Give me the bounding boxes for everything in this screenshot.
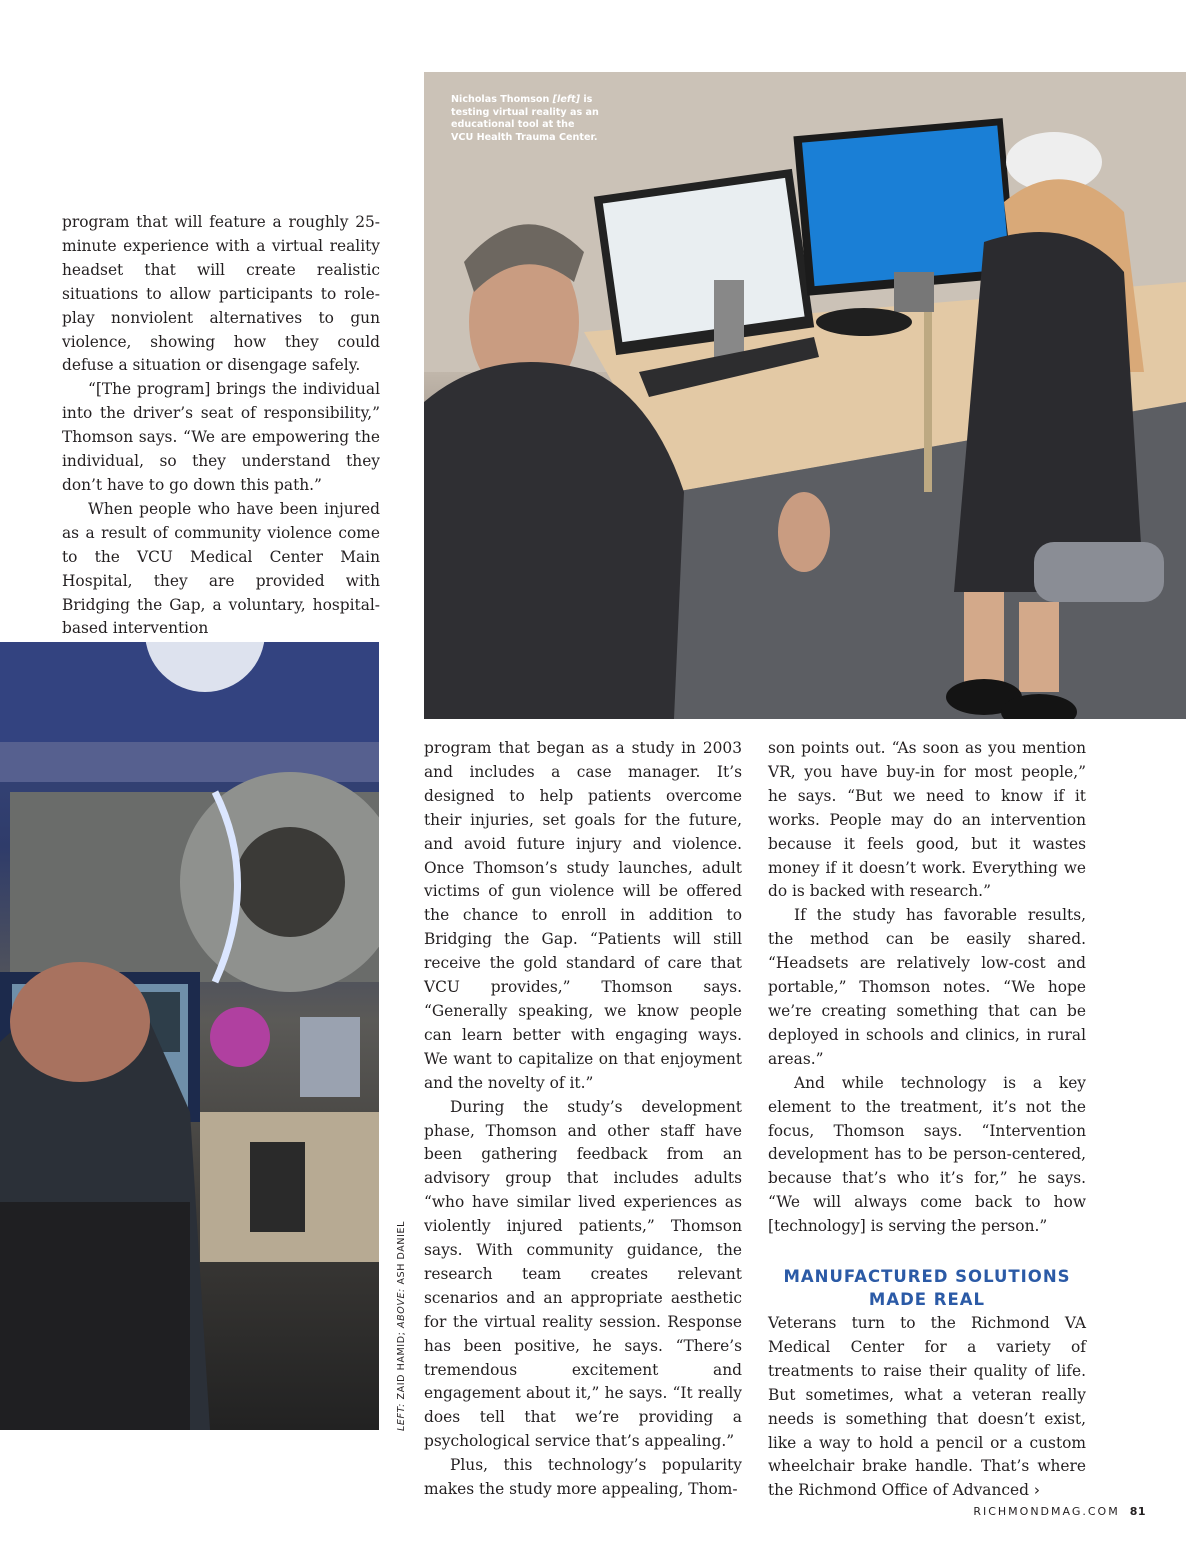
paragraph: During the study’s development phase, Thomson and other staff have been gathering feedback from an advisory group that includes adults “who have similar lived experiences as violently injured patients,” Thomson says. With community guidance, the research team creates relevant scenarios and an appropriate aesthetic for the virtual reality session. Response has been positive, he says. “There’s tremendous excitement and engagement about it,” he says. “It really does tell that we’re providing a psychological service that’s appealing.” (424, 1097, 742, 1451)
paragraph: Plus, this technology’s popularity makes the study more appealing, Thom- (424, 1456, 742, 1499)
section-heading-line: MADE REAL (868, 1290, 986, 1310)
paragraph: program that will feature a roughly 25-minute experience with a virtual reality headset that will create realistic situations to allow participants to role-play nonviolent alternatives to gun violence, showing how they could defuse a situation or disengage safely. (62, 213, 380, 375)
article-column-middle (424, 737, 742, 1502)
photo-mri-illustration (0, 642, 379, 1430)
photo-vr-illustration (424, 72, 1186, 719)
photo-caption: Nicholas Thomson [left] is testing virtual reality as an educational tool at the VCU Health Trauma Center. (451, 94, 599, 143)
section-heading-line: MANUFACTURED SOLUTIONS (783, 1267, 1071, 1287)
paragraph: If the study has favorable results, the method can be easily shared. “Headsets are relatively low-cost and portable,” Thomson notes. “We hope we’re creating something that can be deployed in schools and clinics, in rural areas.” (768, 906, 1086, 1068)
paragraph: program that began as a study in 2003 and includes a case manager. It’s designed to help patients overcome their injuries, set goals for the future, and avoid future injury and violence. Once Thomson’s study launches, adult victims of gun violence will be offered the chance to enroll in addition to Bridging the Gap. “Patients will still receive the gold standard of care that VCU provides,” Thomson says. “Generally speaking, we know people can learn better with engaging ways. We want to capitalize on that enjoyment and the novelty of it.” (424, 739, 742, 1092)
article-column-right (768, 737, 1086, 1503)
paragraph: Veterans turn to the Richmond VA Medical Center for a variety of treatments to raise their quality of life. But sometimes, what a veteran really needs is something that doesn’t exist, like a way to hold a pencil or a custom wheelchair brake handle. That’s where the Richmond Office of Advanced › (768, 1314, 1086, 1500)
paragraph: When people who have been injured as a result of community violence come to the VCU Medical Center Main Hospital, they are provided with Bridging the Gap, a voluntary, hospital-based intervention (62, 499, 380, 638)
site-name: RICHMONDMAG.COM (973, 1505, 1120, 1518)
photo-credit: LEFT: ZAID HAMID; ABOVE: ASH DANIEL (396, 1220, 407, 1431)
article-column-left (62, 211, 380, 641)
continued-arrow-icon: › (1033, 1481, 1040, 1500)
photo-mri-control-room (0, 642, 379, 1430)
page-footer (850, 1505, 1146, 1518)
paragraph: “[The program] brings the individual into the driver’s seat of responsibility,” Thomson says. “We are empowering the individual, so they understand they don’t have to go down this path.” (62, 380, 380, 494)
page-number: 81 (1129, 1505, 1146, 1518)
paragraph: And while technology is a key element to the treatment, it’s not the focus, Thomson says. “Intervention development has to be person-centered, because that’s who it’s for,” he says. “We will always come back to how [technology] is serving the person.” (768, 1073, 1086, 1236)
photo-vr-testing (424, 72, 1186, 719)
paragraph: son points out. “As soon as you mention VR, you have buy-in for most people,” he says. “But we need to know if it works. People may do an intervention because it feels good, but it wastes money if it doesn’t work. Everything we do is backed with research.” (768, 739, 1086, 901)
section-heading (768, 1265, 1086, 1311)
